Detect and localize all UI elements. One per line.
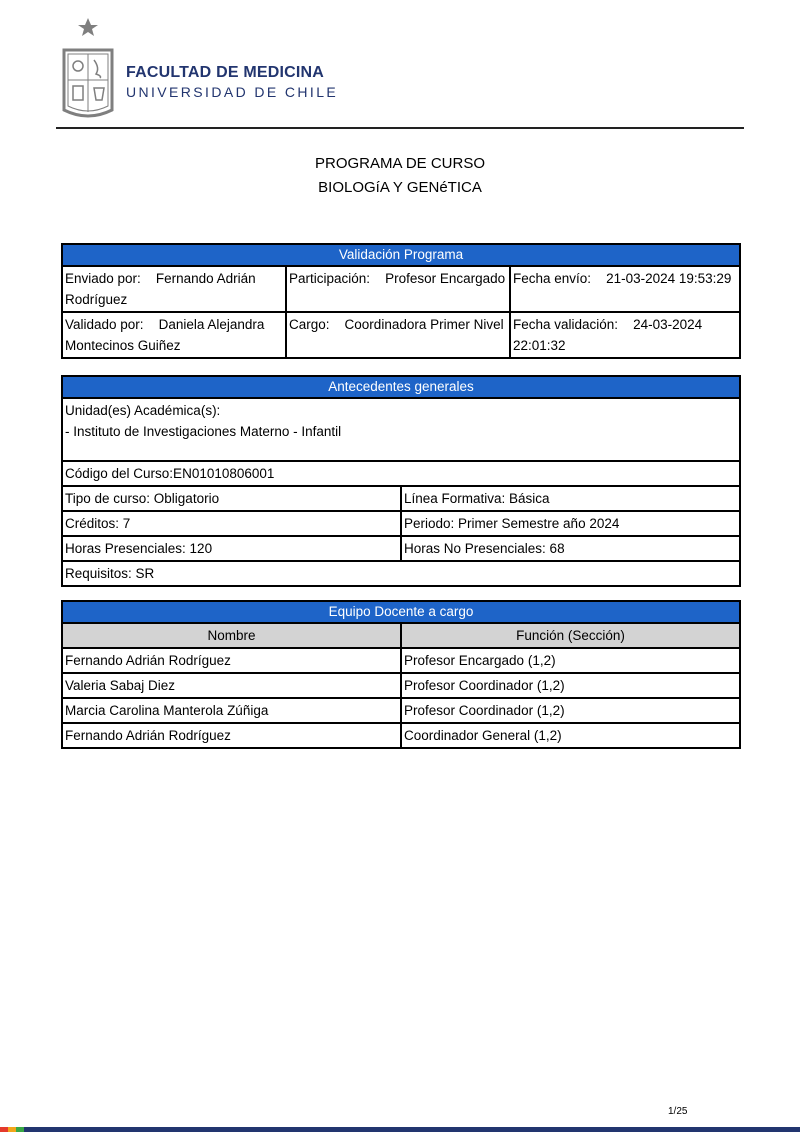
validation-table: [61, 243, 741, 359]
formative-line: Línea Formativa: Básica: [401, 486, 740, 511]
table-row: [62, 723, 740, 748]
validation-date-cell: [510, 312, 740, 358]
participation-cell: [286, 266, 510, 312]
validation-date-value: 24-03-2024 22:01:32: [513, 317, 703, 353]
sent-date-label: Fecha envío:: [513, 271, 592, 286]
course-title: BIOLOGíA Y GENéTICA: [318, 179, 482, 196]
participation-value: Profesor Encargado: [385, 271, 506, 286]
member-name: Valeria Sabaj Diez: [62, 673, 401, 698]
table-row: [62, 673, 740, 698]
position-value: Coordinadora Primer Nivel: [344, 317, 504, 332]
requirements: Requisitos: SR: [62, 561, 740, 586]
table-row: [62, 698, 740, 723]
course-type: Tipo de curso: Obligatorio: [62, 486, 401, 511]
member-role: Coordinador General (1,2): [401, 723, 740, 748]
university-seal-icon: [56, 16, 120, 124]
validated-by-cell: [62, 312, 286, 358]
validation-date-label: Fecha validación:: [513, 317, 619, 332]
teaching-team-table: [61, 600, 741, 749]
credits: Créditos: 7: [62, 511, 401, 536]
footer-bar-yellow: [8, 1127, 16, 1132]
remote-hours: Horas No Presenciales: 68: [401, 536, 740, 561]
in-person-hours: Horas Presenciales: 120: [62, 536, 401, 561]
header-divider: [56, 127, 744, 129]
sent-by-label: Enviado por:: [65, 271, 141, 286]
member-name: Marcia Carolina Manterola Zúñiga: [62, 698, 401, 723]
sent-date-value: 21-03-2024 19:53:29: [606, 271, 732, 286]
member-role: Profesor Encargado (1,2): [401, 648, 740, 673]
position-label: Cargo:: [289, 317, 330, 332]
validated-by-value: Daniela Alejandra Montecinos Guiñez: [65, 317, 265, 353]
column-header-name: Nombre: [62, 623, 401, 648]
course-code: Código del Curso:EN01010806001: [62, 461, 740, 486]
sent-by-cell: [62, 266, 286, 312]
position-cell: [286, 312, 510, 358]
validated-by-label: Validado por:: [65, 317, 144, 332]
footer-bar-blue: [24, 1127, 800, 1132]
footer-bar-green: [16, 1127, 24, 1132]
member-role: Profesor Coordinador (1,2): [401, 673, 740, 698]
academic-units-value: - Instituto de Investigaciones Materno - Infantil: [65, 424, 342, 439]
page-number: 1/25: [668, 1106, 688, 1117]
teaching-team-header: Equipo Docente a cargo: [62, 601, 740, 623]
document-title: PROGRAMA DE CURSO: [314, 155, 486, 172]
sent-by-value: Fernando Adrián Rodríguez: [65, 271, 256, 307]
column-header-role: Función (Sección): [401, 623, 740, 648]
academic-units-label: Unidad(es) Académica(s):: [65, 403, 221, 418]
validation-header: Validación Programa: [62, 244, 740, 266]
table-row: [62, 648, 740, 673]
sent-date-cell: [510, 266, 740, 312]
member-name: Fernando Adrián Rodríguez: [62, 723, 401, 748]
university-name: UNIVERSIDAD DE CHILE: [126, 84, 339, 100]
member-name: Fernando Adrián Rodríguez: [62, 648, 401, 673]
period: Periodo: Primer Semestre año 2024: [401, 511, 740, 536]
member-role: Profesor Coordinador (1,2): [401, 698, 740, 723]
general-info-header: Antecedentes generales: [62, 376, 740, 398]
academic-units-cell: [62, 398, 740, 461]
general-info-table: [61, 375, 741, 587]
participation-label: Participación:: [289, 271, 371, 286]
faculty-name: FACULTAD DE MEDICINA: [126, 64, 325, 81]
footer-bar-red: [0, 1127, 8, 1132]
